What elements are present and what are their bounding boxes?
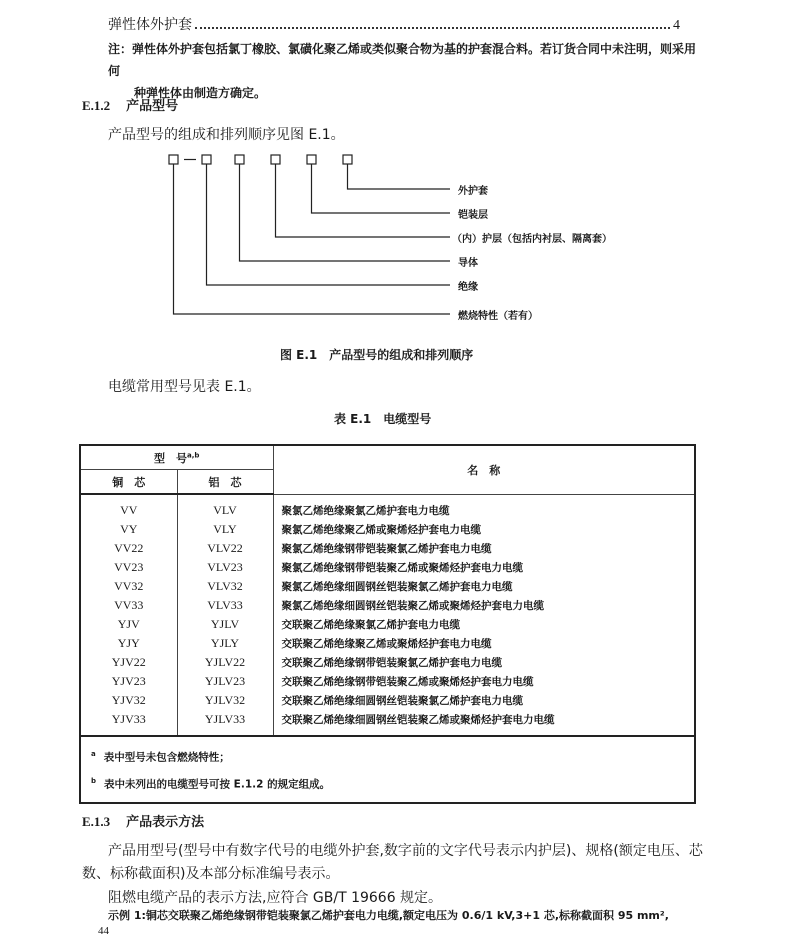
copper-code: VV22 bbox=[80, 539, 177, 558]
figure-caption: 图 E.1 产品型号的组成和排列顺序 bbox=[280, 348, 474, 362]
header-model: 型 号$^{a,b}$ bbox=[80, 445, 273, 470]
section-title: 产品表示方法 bbox=[126, 815, 205, 830]
label-conductor: 导体 bbox=[458, 258, 478, 269]
note-line-2: 种弹性体由制造方确定。 bbox=[134, 86, 267, 100]
table-row bbox=[80, 615, 695, 634]
para-line-1: 产品用型号(型号中有数字代号的电缆外护套,数字前的文字代号表示内护层)、规格(额定电压、芯 bbox=[108, 843, 703, 859]
para-line-2: 数、标称截面积)及本部分标准编号表示。 bbox=[82, 866, 340, 882]
cable-name: 交联聚乙烯绝缘细圆钢丝铠装聚氯乙烯护套电力电缆 bbox=[273, 691, 695, 710]
aluminum-code: YJLV32 bbox=[177, 691, 273, 710]
table-row bbox=[80, 558, 695, 577]
aluminum-code: VLY bbox=[177, 520, 273, 539]
leader-inner-covering bbox=[276, 164, 451, 237]
code-box-5 bbox=[307, 155, 316, 164]
copper-code: YJV22 bbox=[80, 653, 177, 672]
cable-name: 交联聚乙烯绝缘聚氯乙烯护套电力电缆 bbox=[273, 615, 695, 634]
toc-leader-dots bbox=[195, 27, 670, 29]
aluminum-code: VLV33 bbox=[177, 596, 273, 615]
section-number: E.1.2 bbox=[82, 98, 111, 113]
label-outer-sheath: 外护套 bbox=[458, 186, 488, 197]
header-aluminum: 铝 芯 bbox=[177, 470, 273, 495]
figure-intro: 产品型号的组成和排列顺序见图 E.1。 bbox=[108, 127, 345, 143]
label-inner-covering: （内）护层（包括内衬层、隔离套） bbox=[452, 234, 612, 245]
label-insulation: 绝缘 bbox=[458, 282, 478, 293]
aluminum-code: YJLV bbox=[177, 615, 273, 634]
code-box-4 bbox=[271, 155, 280, 164]
table-row bbox=[80, 634, 695, 653]
section-title: 产品型号 bbox=[126, 99, 179, 114]
copper-code: VY bbox=[80, 520, 177, 539]
toc-title: 弹性体外护套 bbox=[108, 17, 192, 33]
product-model-diagram bbox=[160, 148, 640, 328]
table-row bbox=[80, 539, 695, 558]
table-row bbox=[80, 494, 695, 520]
toc-page: 4 bbox=[673, 18, 680, 33]
cable-name: 聚氯乙烯绝缘聚乙烯或聚烯烃护套电力电缆 bbox=[273, 520, 695, 539]
code-box-1 bbox=[169, 155, 178, 164]
aluminum-code: VLV32 bbox=[177, 577, 273, 596]
table-row bbox=[80, 577, 695, 596]
copper-code: YJV bbox=[80, 615, 177, 634]
header-name: 名 称 bbox=[273, 445, 695, 494]
aluminum-code: VLV23 bbox=[177, 558, 273, 577]
copper-code: VV23 bbox=[80, 558, 177, 577]
aluminum-code: YJLY bbox=[177, 634, 273, 653]
table-footnotes bbox=[80, 736, 695, 803]
section-heading-e13 bbox=[82, 811, 204, 830]
aluminum-code: YJLV23 bbox=[177, 672, 273, 691]
label-armour: 铠装层 bbox=[458, 210, 488, 221]
copper-code: YJV23 bbox=[80, 672, 177, 691]
copper-code: VV33 bbox=[80, 596, 177, 615]
example-1: 示例 1:铜芯交联聚乙烯绝缘钢带铠装聚氯乙烯护套电力电缆,额定电压为 0.6/1 kV,3+1 芯,标称截面积 95 mm², bbox=[108, 909, 669, 922]
table-row bbox=[80, 653, 695, 672]
table-row bbox=[80, 520, 695, 539]
cable-name: 交联聚乙烯绝缘聚乙烯或聚烯烃护套电力电缆 bbox=[273, 634, 695, 653]
table-row bbox=[80, 691, 695, 710]
cable-name: 聚氯乙烯绝缘聚氯乙烯护套电力电缆 bbox=[273, 494, 695, 520]
note-line-1: 注：弹性体外护套包括氯丁橡胶、氯磺化聚乙烯或类似聚合物为基的护套混合料。若订货合同中未注明，则采用何 bbox=[108, 42, 697, 78]
copper-code: YJV33 bbox=[80, 710, 177, 736]
section-number: E.1.3 bbox=[82, 814, 111, 829]
aluminum-code: YJLV33 bbox=[177, 710, 273, 736]
header-model-sup: a,b bbox=[187, 450, 200, 459]
flame-retardant-paragraph: 阻燃电缆产品的表示方法,应符合 GB/T 19666 规定。 bbox=[108, 890, 443, 906]
code-box-2 bbox=[202, 155, 211, 164]
table-row bbox=[80, 672, 695, 691]
footnote-a: $^a$ 表中型号未包含燃烧特性； bbox=[91, 750, 230, 764]
copper-code: YJY bbox=[80, 634, 177, 653]
cable-name: 聚氯乙烯绝缘钢带铠装聚氯乙烯护套电力电缆 bbox=[273, 539, 695, 558]
label-fire-property: 燃烧特性（若有） bbox=[458, 311, 538, 322]
cable-name: 交联聚乙烯绝缘细圆钢丝铠装聚乙烯或聚烯烃护套电力电缆 bbox=[273, 710, 695, 736]
cable-name: 聚氯乙烯绝缘细圆钢丝铠装聚氯乙烯护套电力电缆 bbox=[273, 577, 695, 596]
aluminum-code: VLV bbox=[177, 494, 273, 520]
page-number: 44 bbox=[98, 925, 109, 937]
footnote-b: $^b$ 表中未列出的电缆型号可按 E.1.2 的规定组成。 bbox=[91, 776, 331, 790]
leader-outer-sheath bbox=[348, 164, 451, 189]
code-box-3 bbox=[235, 155, 244, 164]
leader-insulation bbox=[207, 164, 451, 285]
cable-name: 聚氯乙烯绝缘细圆钢丝铠装聚乙烯或聚烯烃护套电力电缆 bbox=[273, 596, 695, 615]
toc-entry bbox=[108, 14, 680, 34]
copper-code: VV32 bbox=[80, 577, 177, 596]
cable-name: 交联聚乙烯绝缘钢带铠装聚氯乙烯护套电力电缆 bbox=[273, 653, 695, 672]
aluminum-code: VLV22 bbox=[177, 539, 273, 558]
cable-name: 交联聚乙烯绝缘钢带铠装聚乙烯或聚烯烃护套电力电缆 bbox=[273, 672, 695, 691]
cable-model-table bbox=[79, 444, 696, 804]
table-row bbox=[80, 710, 695, 736]
copper-code: YJV32 bbox=[80, 691, 177, 710]
table-caption: 表 E.1 电缆型号 bbox=[334, 412, 432, 426]
table-row bbox=[80, 596, 695, 615]
aluminum-code: YJLV22 bbox=[177, 653, 273, 672]
cable-name: 聚氯乙烯绝缘钢带铠装聚乙烯或聚烯烃护套电力电缆 bbox=[273, 558, 695, 577]
section-heading-e12 bbox=[82, 95, 178, 114]
header-copper: 铜 芯 bbox=[80, 470, 177, 495]
code-box-6 bbox=[343, 155, 352, 164]
note bbox=[108, 38, 698, 104]
representation-paragraph bbox=[82, 840, 722, 886]
table-intro: 电缆常用型号见表 E.1。 bbox=[108, 379, 261, 395]
copper-code: VV bbox=[80, 494, 177, 520]
